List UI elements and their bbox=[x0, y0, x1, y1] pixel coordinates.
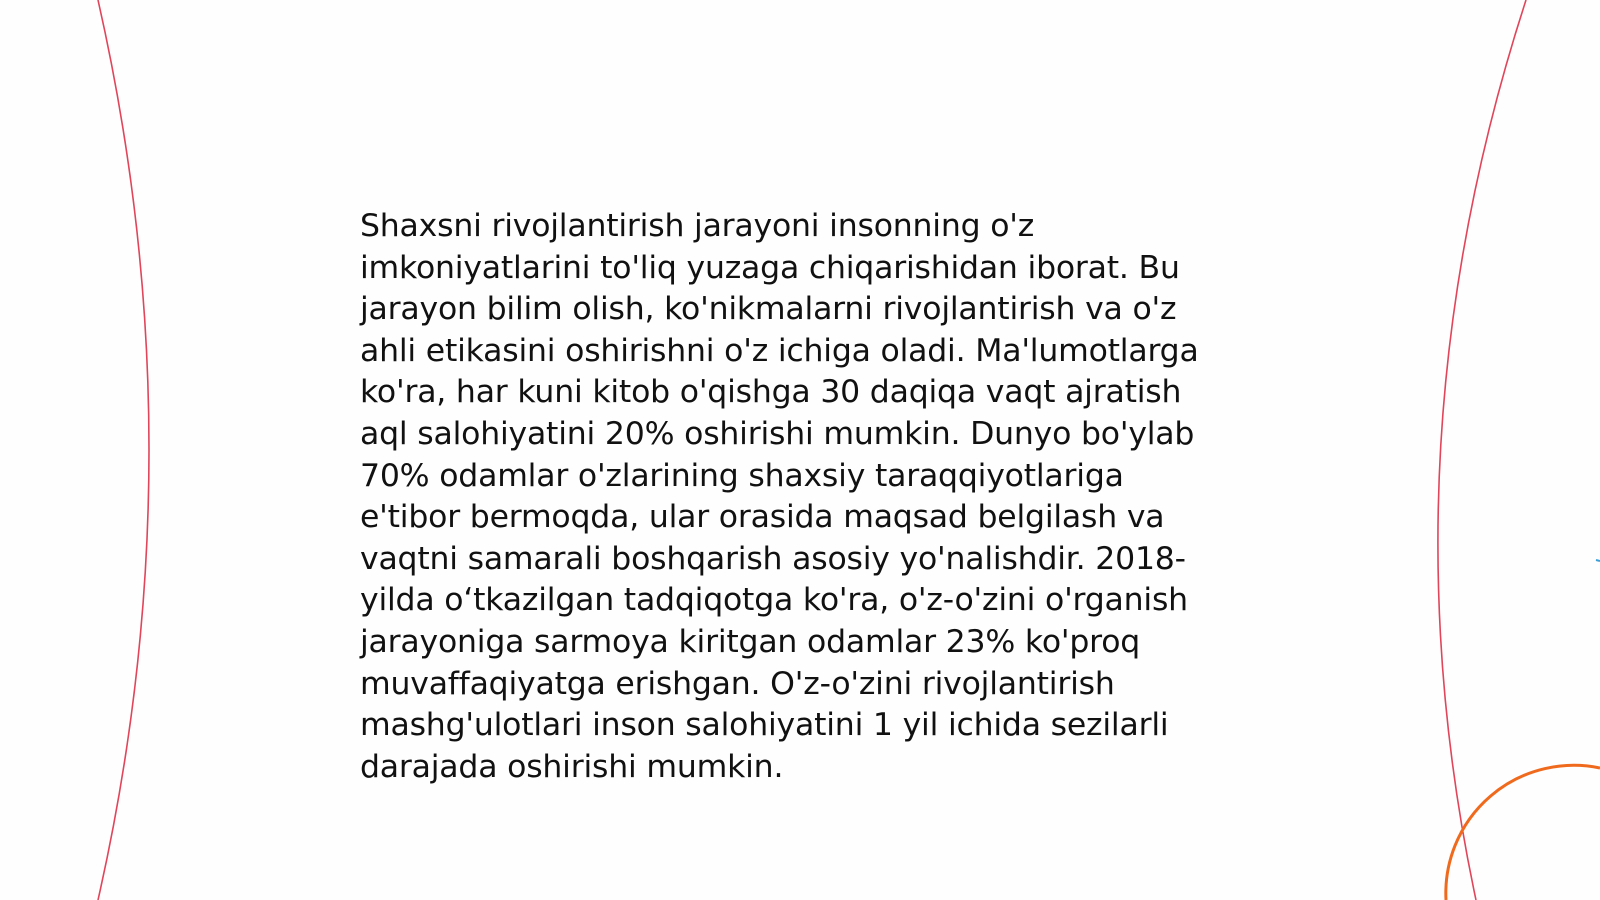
paragraph-line: jarayon bilim olish, ko'nikmalarni rivojlantirish va o'z bbox=[360, 291, 1177, 328]
paragraph-line: Shaxsni rivojlantirish jarayoni insonning o'z bbox=[360, 208, 1035, 244]
paragraph-line: muvaffaqiyatga erishgan. O'z-o'zini rivojlantirish bbox=[360, 665, 1115, 702]
blue-accent-decoration bbox=[1596, 560, 1600, 561]
paragraph-line: vaqtni samarali boshqarish asosiy yo'nalishdir. 2018- bbox=[360, 540, 1186, 577]
orange-arc-decoration bbox=[1446, 765, 1600, 900]
paragraph-line: mashg'ulotlari inson salohiyatini 1 yil ichida sezilarli bbox=[360, 707, 1169, 744]
body-paragraph bbox=[360, 206, 1260, 788]
paragraph-line: e'tibor bermoqda, ular orasida maqsad belgilash va bbox=[360, 499, 1165, 536]
left-arc-decoration bbox=[98, 0, 149, 900]
paragraph-line: yilda o‘tkazilgan tadqiqotga ko'ra, o'z-o'zini o'rganish bbox=[360, 582, 1188, 619]
paragraph-line: jarayoniga sarmoya kiritgan odamlar 23% ko'proq bbox=[360, 623, 1141, 660]
right-arc-decoration bbox=[1438, 0, 1526, 900]
paragraph-line: ahli etikasini oshirishni o'z ichiga oladi. Ma'lumotlarga bbox=[360, 332, 1199, 369]
paragraph-line: darajada oshirishi mumkin. bbox=[360, 748, 784, 785]
paragraph-line: imkoniyatlarini to'liq yuzaga chiqarishidan iborat. Bu bbox=[360, 249, 1180, 286]
paragraph-line: aql salohiyatini 20% oshirishi mumkin. Dunyo bo'ylab bbox=[360, 415, 1195, 452]
paragraph-line: ko'ra, har kuni kitob o'qishga 30 daqiqa vaqt ajratish bbox=[360, 374, 1182, 411]
paragraph-line: 70% odamlar o'zlarining shaxsiy taraqqiyotlariga bbox=[360, 457, 1124, 494]
